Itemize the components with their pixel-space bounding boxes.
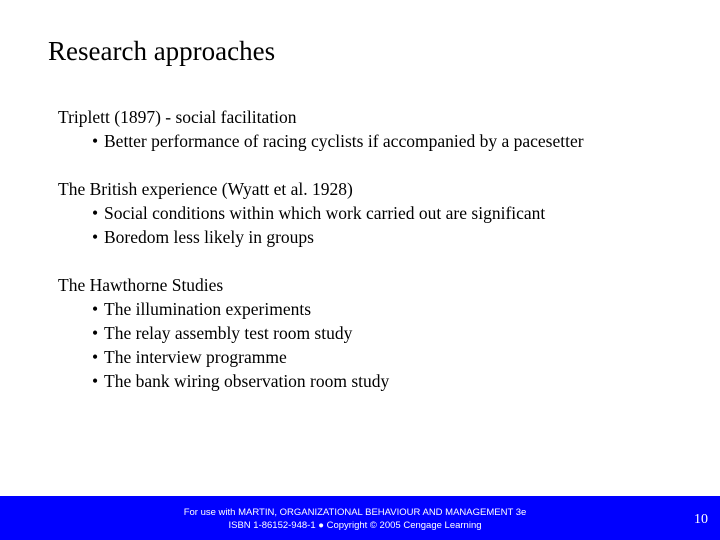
section-heading: The British experience (Wyatt et al. 1928) bbox=[58, 179, 353, 199]
footer-line-copyright: ISBN 1-86152-948-1 ● Copyright © 2005 Cengage Learning bbox=[228, 520, 482, 531]
footer-text bbox=[0, 506, 710, 532]
list-item-text: The bank wiring observation room study bbox=[104, 371, 390, 391]
list-item bbox=[92, 297, 389, 321]
list-item-text: Boredom less likely in groups bbox=[104, 227, 314, 247]
list-item bbox=[92, 225, 545, 249]
bullet-icon: • bbox=[92, 131, 99, 151]
bullet-list bbox=[58, 201, 545, 249]
list-item-text: The interview programme bbox=[104, 347, 287, 367]
bullet-list bbox=[58, 297, 389, 393]
bullet-icon: • bbox=[92, 371, 99, 391]
section-triplett bbox=[58, 105, 584, 153]
list-item bbox=[92, 321, 389, 345]
section-british-experience bbox=[58, 177, 545, 249]
list-item bbox=[92, 345, 389, 369]
bullet-icon: • bbox=[92, 227, 99, 247]
section-heading: The Hawthorne Studies bbox=[58, 275, 224, 295]
page-number: 10 bbox=[694, 512, 708, 527]
list-item-text: The relay assembly test room study bbox=[104, 323, 353, 343]
list-item-text: Better performance of racing cyclists if accompanied by a pacesetter bbox=[104, 131, 584, 151]
slide-title: Research approaches bbox=[48, 36, 276, 66]
list-item-text: Social conditions within which work carried out are significant bbox=[104, 203, 546, 223]
list-item-text: The illumination experiments bbox=[104, 299, 312, 319]
bullet-icon: • bbox=[92, 203, 99, 223]
bullet-list bbox=[58, 129, 584, 153]
bullet-icon: • bbox=[92, 323, 99, 343]
list-item bbox=[92, 129, 584, 153]
section-hawthorne-studies bbox=[58, 273, 389, 393]
section-heading: Triplett (1897) - social facilitation bbox=[58, 107, 297, 127]
footer-bar bbox=[0, 496, 720, 540]
footer-line-book: For use with MARTIN, ORGANIZATIONAL BEHAVIOUR AND MANAGEMENT 3e bbox=[183, 507, 527, 518]
list-item bbox=[92, 369, 389, 393]
bullet-icon: • bbox=[92, 299, 99, 319]
bullet-icon: • bbox=[92, 347, 99, 367]
list-item bbox=[92, 201, 545, 225]
